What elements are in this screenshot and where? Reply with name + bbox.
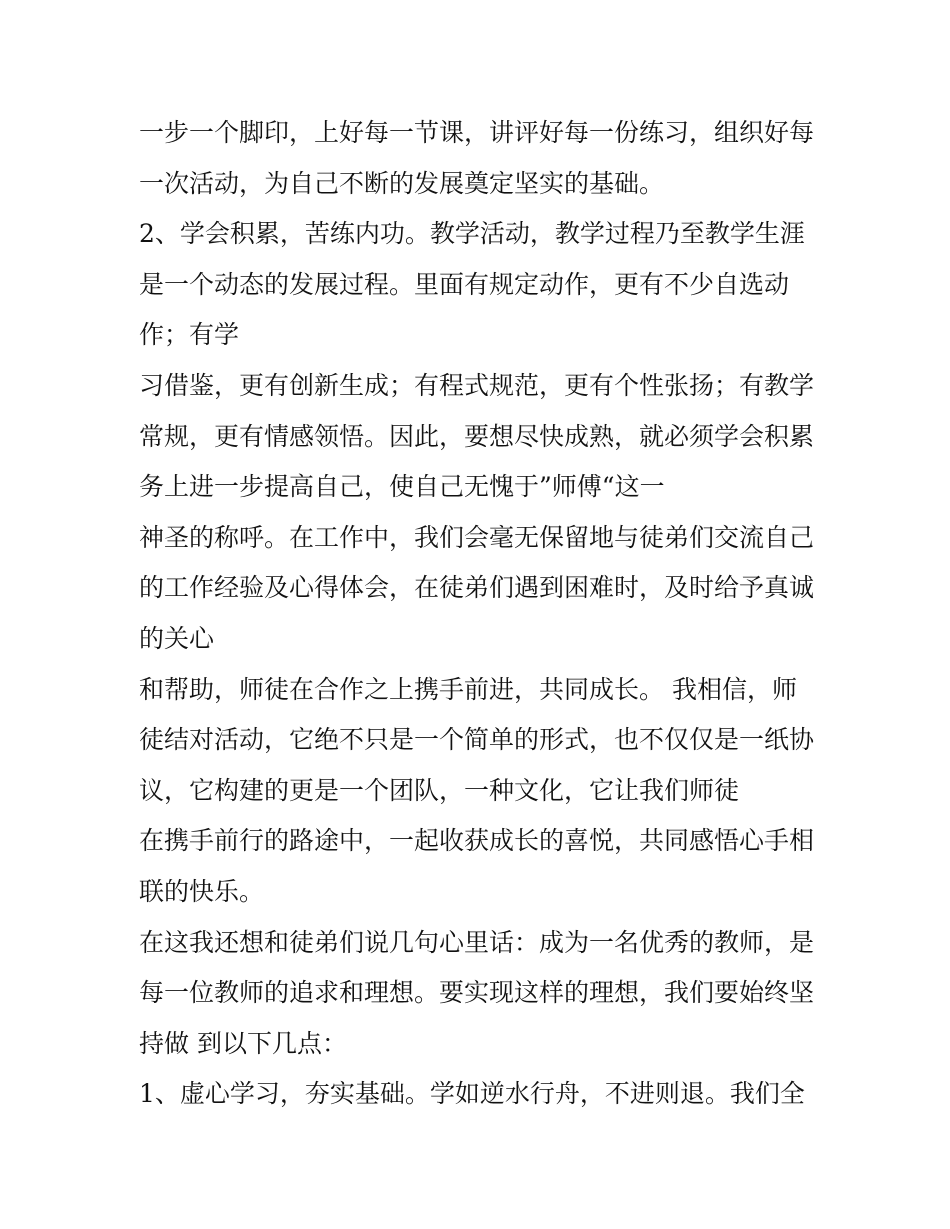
text-line: 每一位教师的追求和理想。要实现这样的理想，我们要始终坚	[139, 978, 815, 1008]
text-line: 在携手前行的路途中，一起收获成长的喜悦，共同感悟心手相	[139, 826, 815, 856]
text-line: 徒结对活动，它绝不只是一个简单的形式，也不仅仅是一纸协	[139, 725, 815, 755]
text-line: 1、虚心学习，夯实基础。学如逆水行舟，不进则退。我们全	[139, 1079, 805, 1109]
text-line: 常规，更有情感领悟。因此，要想尽快成熟，就必须学会积累	[139, 421, 815, 451]
document-body	[139, 108, 839, 1120]
text-line: 持做 到以下几点：	[139, 1028, 347, 1058]
text-line: 和帮助，师徒在合作之上携手前进，共同成长。 我相信，师	[139, 674, 797, 704]
text-line: 习借鉴，更有创新生成；有程式规范，更有个性张扬；有教学	[139, 370, 815, 400]
text-line: 是一个动态的发展过程。里面有规定动作，更有不少自选动	[139, 269, 790, 299]
text-line: 一次活动，为自己不断的发展奠定坚实的基础。	[139, 168, 665, 198]
text-line: 作；有学	[139, 320, 240, 350]
text-line: 联的快乐。	[139, 876, 265, 906]
text-line: 神圣的称呼。在工作中，我们会毫无保留地与徒弟们交流自己	[139, 522, 815, 552]
text-line: 的工作经验及心得体会，在徒弟们遇到困难时，及时给予真诚	[139, 573, 815, 603]
text-line: 2、学会积累，苦练内功。教学活动，教学过程乃至教学生涯	[139, 219, 805, 249]
text-line: 的关心	[139, 623, 215, 653]
text-line: 在这我还想和徒弟们说几句心里话：成为一名优秀的教师，是	[139, 927, 815, 957]
text-line: 议，它构建的更是一个团队，一种文化，它让我们师徒	[139, 775, 740, 805]
text-line: 一步一个脚印，上好每一节课，讲评好每一份练习，组织好每	[139, 118, 815, 147]
text-line: 务上进一步提高自己，使自己无愧于”师傅“这一	[139, 472, 665, 502]
